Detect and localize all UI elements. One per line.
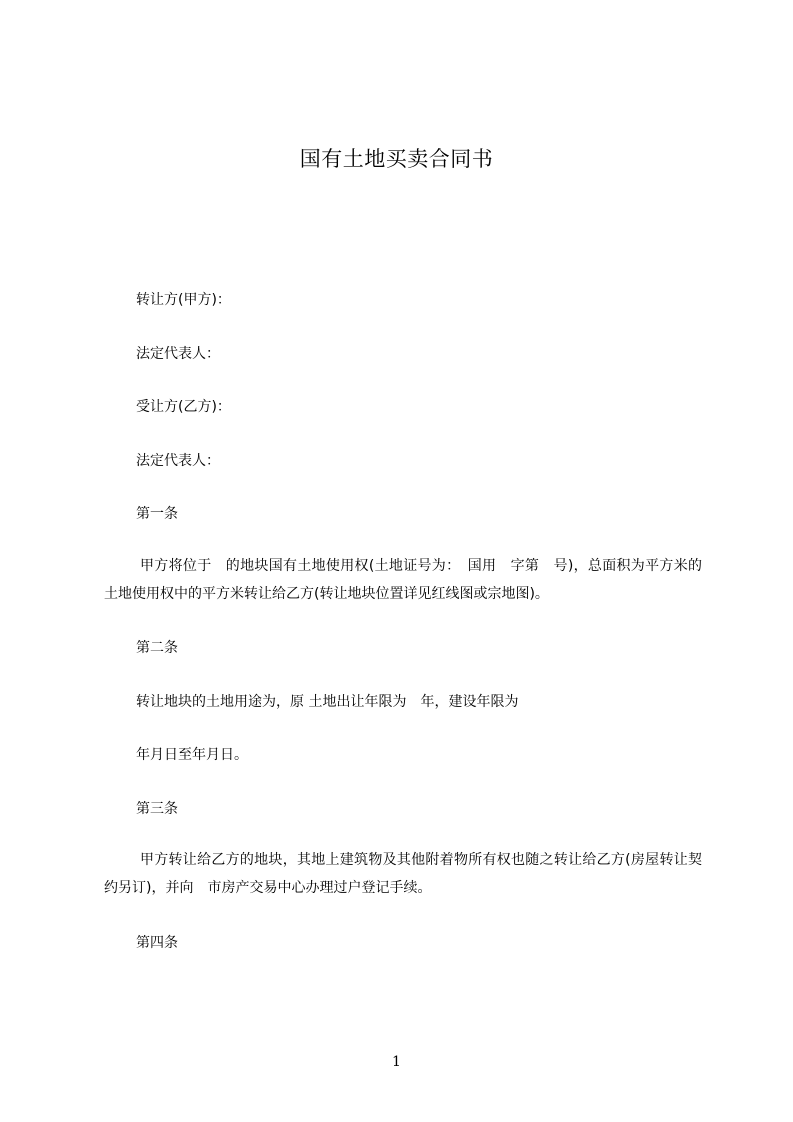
article-2-heading: 第二条 <box>136 640 178 656</box>
article-1-heading: 第一条 <box>136 506 178 522</box>
page-number: 1 <box>392 1054 401 1070</box>
transferee-label: 受让方(乙方)： <box>136 399 231 415</box>
article-3-heading: 第三条 <box>136 801 178 817</box>
article-2-line-2: 年月日至年月日。 <box>136 747 248 763</box>
transferor-label: 转让方(甲方)： <box>136 292 231 308</box>
article-4-heading: 第四条 <box>136 935 178 951</box>
article-1-text: 甲方将位于 的地块国有土地使用权(土地证号为： 国用 字第 号)，总面积为平方米的土地使用权中的平方米转让给乙方(转让地块位置详见红线图或宗地图)。 <box>104 558 702 602</box>
document-title: 国有土地买卖合同书 <box>299 147 494 171</box>
transferee-representative-label: 法定代表人： <box>136 453 220 469</box>
article-2-line-1: 转让地块的土地用途为，原 土地出让年限为 年，建设年限为 <box>136 694 519 710</box>
article-3-text: 甲方转让给乙方的地块，其地上建筑物及其他附着物所有权也随之转让给乙方(房屋转让契约另订)，并向 市房产交易中心办理过户登记手续。 <box>104 852 702 896</box>
transferor-representative-label: 法定代表人： <box>136 346 220 362</box>
